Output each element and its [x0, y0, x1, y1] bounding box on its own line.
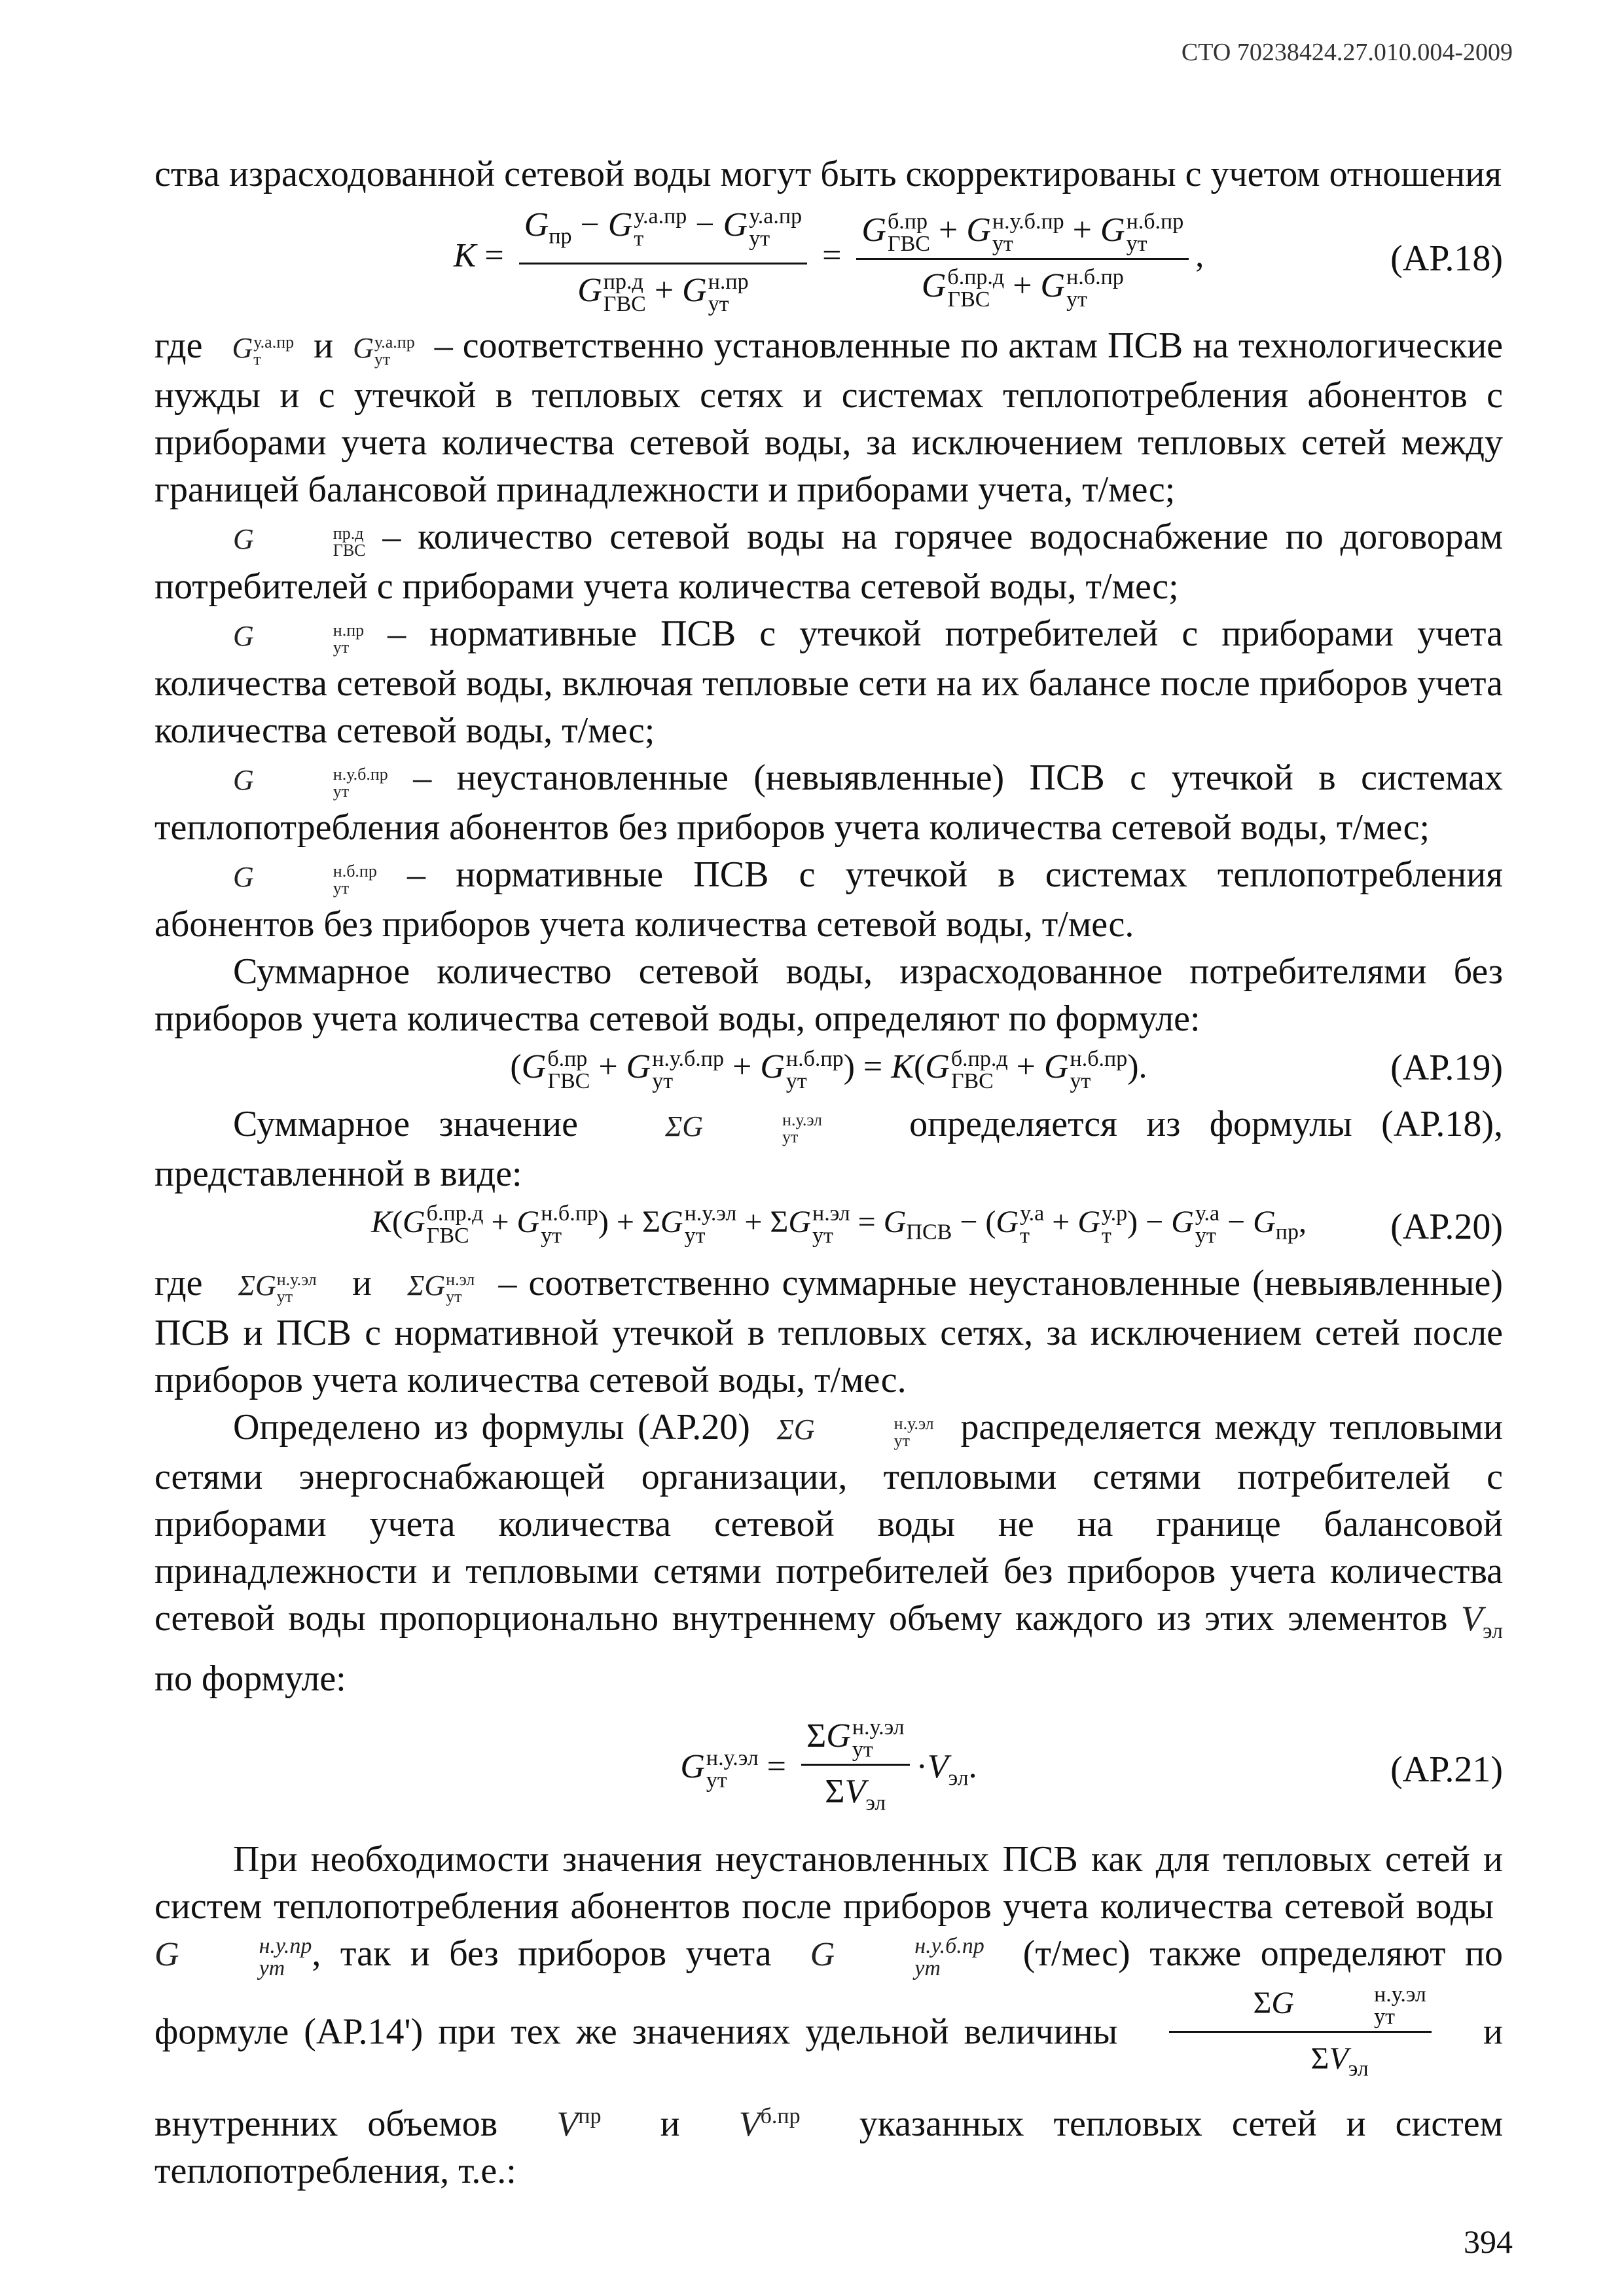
page-number: 394	[1464, 2223, 1513, 2260]
formula-ar18	[154, 202, 1503, 316]
symbol-g-ut-nubpr: G н.у.б.пр ут	[233, 764, 388, 801]
symbol-g-ut-npr: G н.пр ут	[233, 620, 365, 657]
symbol-sum-g-nuel: ΣG н.у.эл ут	[238, 1269, 317, 1307]
symbol-g-ut-ua: G у.а.пр ут	[353, 332, 415, 369]
symbol-sum-g-nel: ΣG н.эл ут	[407, 1269, 475, 1307]
symbol-v-pr: $V^{пр}$	[556, 2104, 602, 2143]
formula-ar18-body: K = $G_{пр} - G$ у.а.пр т − G у.а.пр ут G пр.д ГВС + G н.пр ут = G б.пр ГВС + G н.у.б.пр ут + G н.б.пр ут G б.пр.д ГВС + G н.б.пр ут ,	[454, 202, 1204, 316]
formula-ar21	[154, 1713, 1503, 1827]
paragraph-where-1: где G у.а.пр т и G у.а.пр ут – соответственно установленные по актам ПСВ на технологические нужды и с утечкой в тепловых сетях и системах теплопотребления абонентов с приборами учета количества сетевой воды, за исключением тепловых сетей между границей балансовой принадлежности и приборами учета, т/мес;	[154, 325, 1504, 511]
formula-ar21-body: G н.у.эл ут = ΣG н.у.эл ут $\Sigma V_{эл}$ $\cdot V_{эл}$.	[680, 1713, 977, 1827]
paragraph-if-needed: При необходимости значения неустановленных ПСВ как для тепловых сетей и систем теплопотребления абонентов после приборов учета количества сетевой воды G н.у.пр ут , так и без приборов учета G н.у.б.пр ут (т/мес) также определяют по формуле (АР.14') при тех же значениях удельной величины ΣG н.у.эл ут $\Sigma V_{эл}$ и внутренних объемов $V^{пр}$ и $V^{б.пр}$ указанных тепловых сетей и систем теплопотребления, т.е.:	[154, 1839, 1504, 2191]
definition-ut-nbpr: G н.б.пр ут – нормативные ПСВ с утечкой в системах теплопотребления абонентов без приборов учета количества сетевой воды, т/мес.	[154, 854, 1503, 945]
equation-number: (АР.21)	[1390, 1749, 1503, 1791]
symbol-v-el: $V_{эл}$	[1461, 1599, 1503, 1643]
equation-number: (АР.19)	[1390, 1048, 1503, 1089]
paragraph-distribution: Определено из формулы (АР.20) ΣG н.у.эл ут распределяется между тепловыми сетями энергоснабжающей организации, тепловыми сетями потребителей с приборами учета количества сетевой воды не на границе балансовой принадлежности и тепловыми сетями потребителей без приборов учета количества сетевой воды пропорционально внутреннему объему каждого из этих элементов $V_{эл}$ по формуле:	[154, 1407, 1504, 1699]
symbol-v-bpr: $V^{б.пр}$	[738, 2104, 801, 2143]
paragraph-sum-value: Суммарное значение ΣG н.у.эл ут определяется из формулы (АР.18), представленной в виде:	[154, 1103, 1504, 1194]
formula-ar19	[154, 1044, 1503, 1092]
symbol-g-ut-nupr: G н.у.пр ут	[154, 1934, 312, 1981]
paragraph-continuation: ства израсходованной сетевой воды могут быть скорректированы с учетом отношения	[154, 154, 1502, 194]
equation-number: (АР.20)	[1390, 1207, 1503, 1248]
document-code: СТО 70238424.27.010.004-2009	[1181, 39, 1513, 66]
paragraph-sum-quantity: Суммарное количество сетевой воды, израсходованное потребителями без приборов учета количества сетевой воды, определяют по формуле:	[154, 951, 1503, 1040]
equation-number: (АР.18)	[1390, 238, 1503, 280]
formula-ar19-body: (G б.пр ГВС + G н.у.б.пр ут + G н.б.пр ут ) = K(G б.пр.д ГВС + G н.б.пр ут ).	[510, 1046, 1147, 1093]
symbol-g-ut-nbpr: G н.б.пр ут	[233, 861, 377, 898]
page-body	[154, 151, 1503, 2195]
formula-ar20-body: K(G б.пр.д ГВС + G н.б.пр ут ) + ΣG н.у.эл ут + ΣG н.эл ут = $G_{ПСВ} - (G$ у.а т + G у.р т ) − G у.а ут − $G_{пр}$,	[371, 1201, 1307, 1248]
definition-gvs-prd: G пр.д ГВС – количество сетевой воды на горячее водоснабжение по договорам потребителей с приборами учета количества сетевой воды, т/мес;	[154, 517, 1504, 608]
definition-ut-npr: G н.пр ут – нормативные ПСВ с утечкой потребителей с приборами учета количества сетевой воды, включая тепловые сети на их балансе после приборов учета количества сетевой воды, т/мес;	[154, 613, 1504, 752]
symbol-g-t-ua: G у.а.пр т	[232, 332, 295, 369]
definition-ut-nubpr: G н.у.б.пр ут – неустановленные (невыявленные) ПСВ с утечкой в системах теплопотребления абонентов без приборов учета количества сетевой воды, т/мес;	[154, 757, 1504, 848]
paragraph-where-2: где ΣG н.у.эл ут и ΣG н.эл ут – соответственно суммарные неустановленные (невыявленные) ПСВ и ПСВ с нормативной утечкой в тепловых сетях, за исключением сетей после приборов учета количества сетевой воды, т/мес.	[154, 1263, 1503, 1401]
formula-ar20	[154, 1199, 1503, 1256]
symbol-g-gvs-prd: G пр.д ГВС	[233, 523, 366, 560]
symbol-sum-g-nuel: ΣG н.у.эл ут	[665, 1110, 823, 1147]
fraction-specific-value: ΣG н.у.эл ут $\Sigma V_{эл}$	[1163, 2016, 1437, 2051]
symbol-g-ut-nubpr: G н.у.б.пр ут	[810, 1934, 984, 1981]
symbol-sum-g-nuel: ΣG н.у.эл ут	[776, 1413, 934, 1451]
